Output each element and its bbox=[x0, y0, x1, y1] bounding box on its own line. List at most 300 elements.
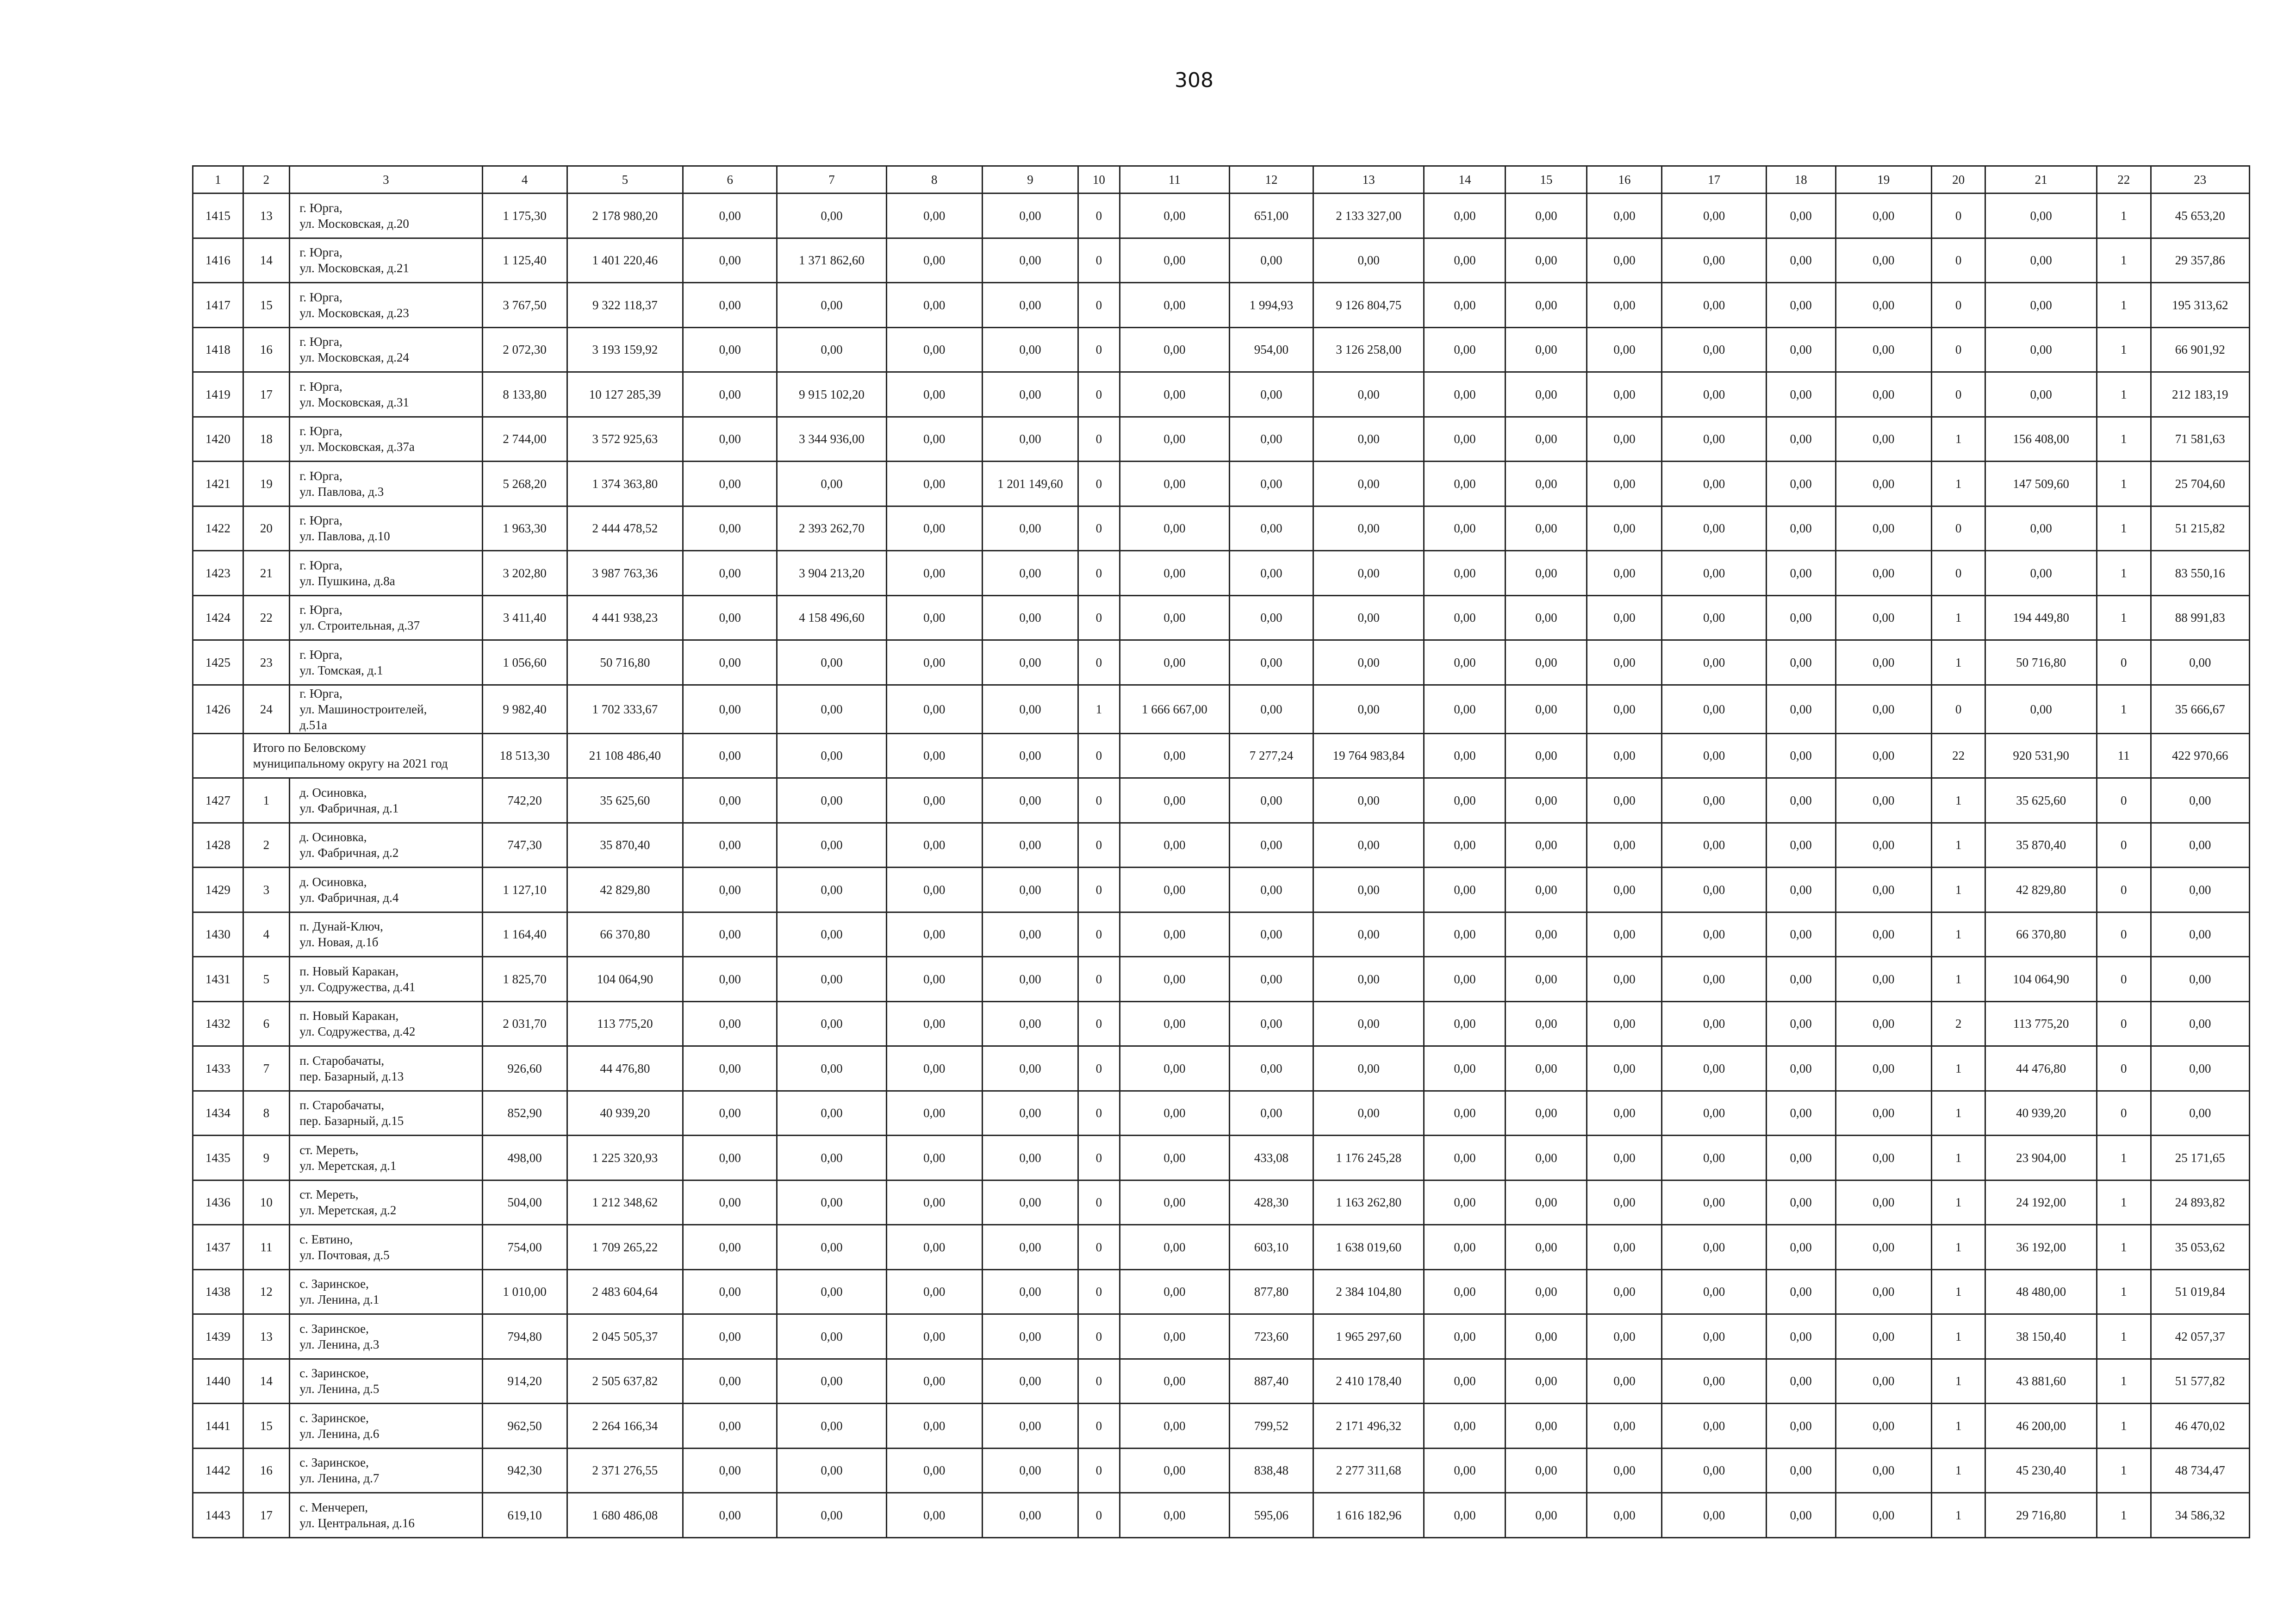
value-cell-col-14: 0,00 bbox=[1424, 1404, 1506, 1449]
value-cell-col-21: 0,00 bbox=[1985, 551, 2097, 596]
value-cell-col-6: 0,00 bbox=[683, 1404, 777, 1449]
table-row bbox=[193, 1404, 2250, 1449]
value-cell-col-20: 1 bbox=[1931, 1404, 1985, 1449]
row-index-cell: 15 bbox=[243, 283, 290, 328]
value-cell-col-16: 0,00 bbox=[1587, 685, 1662, 733]
table-row bbox=[193, 506, 2250, 551]
value-cell-col-16: 0,00 bbox=[1587, 1136, 1662, 1181]
value-cell-col-4: 1 010,00 bbox=[482, 1269, 567, 1314]
value-cell-col-11: 0,00 bbox=[1120, 595, 1229, 640]
value-cell-col-14: 0,00 bbox=[1424, 640, 1506, 685]
value-cell-col-12: 595,06 bbox=[1230, 1493, 1313, 1538]
value-cell-col-10: 0 bbox=[1078, 778, 1120, 823]
value-cell-col-9: 0,00 bbox=[982, 1359, 1078, 1404]
value-cell-col-18: 0,00 bbox=[1766, 1269, 1836, 1314]
value-cell-col-9: 0,00 bbox=[982, 1493, 1078, 1538]
value-cell-col-22: 1 bbox=[2097, 685, 2151, 733]
value-cell-col-9: 0,00 bbox=[982, 1136, 1078, 1181]
value-cell-col-12: 887,40 bbox=[1230, 1359, 1313, 1404]
value-cell-col-4: 926,60 bbox=[482, 1046, 567, 1091]
value-cell-col-7: 0,00 bbox=[777, 1359, 886, 1404]
value-cell-col-23: 29 357,86 bbox=[2151, 238, 2249, 283]
value-cell-col-20: 1 bbox=[1931, 1493, 1985, 1538]
value-cell-col-5: 2 444 478,52 bbox=[567, 506, 683, 551]
value-cell-col-9: 0,00 bbox=[982, 1180, 1078, 1225]
value-cell-col-11: 0,00 bbox=[1120, 912, 1229, 957]
value-cell-col-23: 0,00 bbox=[2151, 823, 2249, 868]
value-cell-col-17: 0,00 bbox=[1662, 595, 1766, 640]
value-cell-col-19: 0,00 bbox=[1836, 551, 1931, 596]
value-cell-col-22: 1 bbox=[2097, 417, 2151, 462]
value-cell-col-18: 0,00 bbox=[1766, 506, 1836, 551]
value-cell-col-21: 35 625,60 bbox=[1985, 778, 2097, 823]
value-cell-col-18: 0,00 bbox=[1766, 1091, 1836, 1136]
value-cell-col-12: 0,00 bbox=[1230, 823, 1313, 868]
value-cell-col-6: 0,00 bbox=[683, 1448, 777, 1493]
row-number-cell: 1418 bbox=[193, 327, 243, 372]
value-cell-col-6: 0,00 bbox=[683, 238, 777, 283]
value-cell-col-14: 0,00 bbox=[1424, 778, 1506, 823]
value-cell-col-10: 0 bbox=[1078, 551, 1120, 596]
table-row bbox=[193, 327, 2250, 372]
value-cell-col-14: 0,00 bbox=[1424, 1180, 1506, 1225]
value-cell-col-15: 0,00 bbox=[1506, 327, 1587, 372]
address-cell: г. Юрга, ул. Пушкина, д.8а bbox=[290, 551, 482, 596]
value-cell-col-21: 29 716,80 bbox=[1985, 1493, 2097, 1538]
value-cell-col-15: 0,00 bbox=[1506, 823, 1587, 868]
value-cell-col-22: 11 bbox=[2097, 733, 2151, 778]
value-cell-col-4: 914,20 bbox=[482, 1359, 567, 1404]
value-cell-col-4: 3 202,80 bbox=[482, 551, 567, 596]
value-cell-col-21: 920 531,90 bbox=[1985, 733, 2097, 778]
address-cell: д. Осиновка, ул. Фабричная, д.4 bbox=[290, 868, 482, 912]
row-index-cell: 8 bbox=[243, 1091, 290, 1136]
value-cell-col-17: 0,00 bbox=[1662, 194, 1766, 238]
value-cell-col-17: 0,00 bbox=[1662, 551, 1766, 596]
value-cell-col-21: 0,00 bbox=[1985, 506, 2097, 551]
value-cell-col-7: 1 371 862,60 bbox=[777, 238, 886, 283]
value-cell-col-4: 1 125,40 bbox=[482, 238, 567, 283]
value-cell-col-15: 0,00 bbox=[1506, 1269, 1587, 1314]
value-cell-col-4: 5 268,20 bbox=[482, 462, 567, 506]
value-cell-col-23: 88 991,83 bbox=[2151, 595, 2249, 640]
address-cell: г. Юрга, ул. Московская, д.21 bbox=[290, 238, 482, 283]
table-row bbox=[193, 640, 2250, 685]
value-cell-col-8: 0,00 bbox=[886, 462, 982, 506]
value-cell-col-5: 4 441 938,23 bbox=[567, 595, 683, 640]
row-index-cell: 1 bbox=[243, 778, 290, 823]
value-cell-col-11: 0,00 bbox=[1120, 462, 1229, 506]
value-cell-col-15: 0,00 bbox=[1506, 957, 1587, 1002]
value-cell-col-22: 1 bbox=[2097, 238, 2151, 283]
value-cell-col-5: 44 476,80 bbox=[567, 1046, 683, 1091]
value-cell-col-10: 0 bbox=[1078, 733, 1120, 778]
value-cell-col-23: 0,00 bbox=[2151, 957, 2249, 1002]
value-cell-col-15: 0,00 bbox=[1506, 1314, 1587, 1359]
table-row bbox=[193, 238, 2250, 283]
value-cell-col-6: 0,00 bbox=[683, 1359, 777, 1404]
header-row bbox=[193, 166, 2250, 194]
value-cell-col-6: 0,00 bbox=[683, 595, 777, 640]
value-cell-col-13: 0,00 bbox=[1313, 1091, 1424, 1136]
value-cell-col-22: 1 bbox=[2097, 1493, 2151, 1538]
row-number-cell: 1419 bbox=[193, 372, 243, 417]
value-cell-col-17: 0,00 bbox=[1662, 685, 1766, 733]
value-cell-col-22: 1 bbox=[2097, 1136, 2151, 1181]
row-index-cell: 10 bbox=[243, 1180, 290, 1225]
value-cell-col-9: 0,00 bbox=[982, 1404, 1078, 1449]
value-cell-col-6: 0,00 bbox=[683, 1001, 777, 1046]
value-cell-col-8: 0,00 bbox=[886, 283, 982, 328]
value-cell-col-4: 2 031,70 bbox=[482, 1001, 567, 1046]
value-cell-col-5: 2 505 637,82 bbox=[567, 1359, 683, 1404]
value-cell-col-9: 0,00 bbox=[982, 1448, 1078, 1493]
value-cell-col-15: 0,00 bbox=[1506, 733, 1587, 778]
address-cell: г. Юрга, ул. Машиностроителей, д.51а bbox=[290, 685, 482, 733]
value-cell-col-14: 0,00 bbox=[1424, 1269, 1506, 1314]
value-cell-col-22: 1 bbox=[2097, 506, 2151, 551]
value-cell-col-4: 619,10 bbox=[482, 1493, 567, 1538]
table-row bbox=[193, 1046, 2250, 1091]
value-cell-col-11: 0,00 bbox=[1120, 733, 1229, 778]
value-cell-col-11: 0,00 bbox=[1120, 194, 1229, 238]
value-cell-col-7: 4 158 496,60 bbox=[777, 595, 886, 640]
value-cell-col-10: 0 bbox=[1078, 372, 1120, 417]
value-cell-col-9: 0,00 bbox=[982, 1225, 1078, 1270]
value-cell-col-12: 7 277,24 bbox=[1230, 733, 1313, 778]
value-cell-col-15: 0,00 bbox=[1506, 640, 1587, 685]
column-header-19: 19 bbox=[1836, 166, 1931, 194]
value-cell-col-10: 0 bbox=[1078, 823, 1120, 868]
value-cell-col-9: 0,00 bbox=[982, 733, 1078, 778]
value-cell-col-22: 0 bbox=[2097, 823, 2151, 868]
value-cell-col-21: 104 064,90 bbox=[1985, 957, 2097, 1002]
value-cell-col-14: 0,00 bbox=[1424, 506, 1506, 551]
value-cell-col-15: 0,00 bbox=[1506, 1046, 1587, 1091]
value-cell-col-7: 0,00 bbox=[777, 1404, 886, 1449]
value-cell-col-5: 50 716,80 bbox=[567, 640, 683, 685]
value-cell-col-11: 0,00 bbox=[1120, 1180, 1229, 1225]
value-cell-col-23: 51 019,84 bbox=[2151, 1269, 2249, 1314]
value-cell-col-18: 0,00 bbox=[1766, 327, 1836, 372]
value-cell-col-17: 0,00 bbox=[1662, 462, 1766, 506]
value-cell-col-5: 2 178 980,20 bbox=[567, 194, 683, 238]
value-cell-col-19: 0,00 bbox=[1836, 778, 1931, 823]
row-index-cell: 22 bbox=[243, 595, 290, 640]
value-cell-col-11: 0,00 bbox=[1120, 417, 1229, 462]
value-cell-col-15: 0,00 bbox=[1506, 462, 1587, 506]
column-header-1: 1 bbox=[193, 166, 243, 194]
row-number-cell: 1437 bbox=[193, 1225, 243, 1270]
value-cell-col-19: 0,00 bbox=[1836, 823, 1931, 868]
value-cell-col-14: 0,00 bbox=[1424, 1091, 1506, 1136]
row-number-cell: 1439 bbox=[193, 1314, 243, 1359]
value-cell-col-19: 0,00 bbox=[1836, 1001, 1931, 1046]
value-cell-col-13: 2 410 178,40 bbox=[1313, 1359, 1424, 1404]
table-row bbox=[193, 1448, 2250, 1493]
table-row bbox=[193, 823, 2250, 868]
value-cell-col-20: 1 bbox=[1931, 957, 1985, 1002]
value-cell-col-6: 0,00 bbox=[683, 1180, 777, 1225]
value-cell-col-14: 0,00 bbox=[1424, 1001, 1506, 1046]
table-row bbox=[193, 595, 2250, 640]
value-cell-col-13: 1 965 297,60 bbox=[1313, 1314, 1424, 1359]
value-cell-col-8: 0,00 bbox=[886, 1136, 982, 1181]
value-cell-col-9: 0,00 bbox=[982, 640, 1078, 685]
row-index-cell: 21 bbox=[243, 551, 290, 596]
value-cell-col-9: 0,00 bbox=[982, 868, 1078, 912]
table-row bbox=[193, 778, 2250, 823]
value-cell-col-15: 0,00 bbox=[1506, 1493, 1587, 1538]
value-cell-col-16: 0,00 bbox=[1587, 1225, 1662, 1270]
row-number-cell: 1421 bbox=[193, 462, 243, 506]
table-row bbox=[193, 912, 2250, 957]
value-cell-col-13: 0,00 bbox=[1313, 823, 1424, 868]
value-cell-col-22: 1 bbox=[2097, 1180, 2151, 1225]
value-cell-col-5: 1 212 348,62 bbox=[567, 1180, 683, 1225]
value-cell-col-20: 0 bbox=[1931, 551, 1985, 596]
value-cell-col-14: 0,00 bbox=[1424, 1136, 1506, 1181]
value-cell-col-9: 0,00 bbox=[982, 1001, 1078, 1046]
value-cell-col-7: 0,00 bbox=[777, 1091, 886, 1136]
value-cell-col-22: 1 bbox=[2097, 372, 2151, 417]
value-cell-col-4: 18 513,30 bbox=[482, 733, 567, 778]
address-cell: г. Юрга, ул. Московская, д.20 bbox=[290, 194, 482, 238]
value-cell-col-7: 0,00 bbox=[777, 1001, 886, 1046]
value-cell-col-18: 0,00 bbox=[1766, 912, 1836, 957]
value-cell-col-13: 1 176 245,28 bbox=[1313, 1136, 1424, 1181]
value-cell-col-15: 0,00 bbox=[1506, 912, 1587, 957]
value-cell-col-16: 0,00 bbox=[1587, 823, 1662, 868]
value-cell-col-22: 0 bbox=[2097, 640, 2151, 685]
column-header-5: 5 bbox=[567, 166, 683, 194]
value-cell-col-11: 0,00 bbox=[1120, 1046, 1229, 1091]
value-cell-col-13: 0,00 bbox=[1313, 595, 1424, 640]
value-cell-col-6: 0,00 bbox=[683, 823, 777, 868]
value-cell-col-16: 0,00 bbox=[1587, 283, 1662, 328]
total-empty-cell bbox=[193, 733, 243, 778]
address-cell: г. Юрга, ул. Московская, д.37а bbox=[290, 417, 482, 462]
value-cell-col-22: 1 bbox=[2097, 1359, 2151, 1404]
table-row bbox=[193, 1225, 2250, 1270]
value-cell-col-8: 0,00 bbox=[886, 957, 982, 1002]
value-cell-col-18: 0,00 bbox=[1766, 238, 1836, 283]
value-cell-col-8: 0,00 bbox=[886, 551, 982, 596]
value-cell-col-21: 43 881,60 bbox=[1985, 1359, 2097, 1404]
value-cell-col-16: 0,00 bbox=[1587, 551, 1662, 596]
address-cell: ст. Мереть, ул. Меретская, д.2 bbox=[290, 1180, 482, 1225]
column-header-9: 9 bbox=[982, 166, 1078, 194]
value-cell-col-6: 0,00 bbox=[683, 778, 777, 823]
value-cell-col-12: 954,00 bbox=[1230, 327, 1313, 372]
value-cell-col-13: 0,00 bbox=[1313, 372, 1424, 417]
value-cell-col-20: 1 bbox=[1931, 912, 1985, 957]
value-cell-col-8: 0,00 bbox=[886, 194, 982, 238]
value-cell-col-14: 0,00 bbox=[1424, 912, 1506, 957]
value-cell-col-15: 0,00 bbox=[1506, 194, 1587, 238]
value-cell-col-4: 8 133,80 bbox=[482, 372, 567, 417]
value-cell-col-9: 0,00 bbox=[982, 912, 1078, 957]
value-cell-col-11: 0,00 bbox=[1120, 1404, 1229, 1449]
table-row bbox=[193, 868, 2250, 912]
row-index-cell: 20 bbox=[243, 506, 290, 551]
value-cell-col-20: 0 bbox=[1931, 283, 1985, 328]
address-cell: с. Заринское, ул. Ленина, д.7 bbox=[290, 1448, 482, 1493]
value-cell-col-21: 48 480,00 bbox=[1985, 1269, 2097, 1314]
value-cell-col-19: 0,00 bbox=[1836, 912, 1931, 957]
value-cell-col-10: 0 bbox=[1078, 506, 1120, 551]
value-cell-col-8: 0,00 bbox=[886, 868, 982, 912]
value-cell-col-20: 1 bbox=[1931, 1359, 1985, 1404]
value-cell-col-8: 0,00 bbox=[886, 685, 982, 733]
value-cell-col-19: 0,00 bbox=[1836, 957, 1931, 1002]
value-cell-col-5: 2 045 505,37 bbox=[567, 1314, 683, 1359]
address-cell: г. Юрга, ул. Строительная, д.37 bbox=[290, 595, 482, 640]
value-cell-col-10: 0 bbox=[1078, 1404, 1120, 1449]
value-cell-col-4: 1 825,70 bbox=[482, 957, 567, 1002]
value-cell-col-20: 1 bbox=[1931, 868, 1985, 912]
value-cell-col-6: 0,00 bbox=[683, 733, 777, 778]
address-cell: г. Юрга, ул. Павлова, д.3 bbox=[290, 462, 482, 506]
value-cell-col-7: 9 915 102,20 bbox=[777, 372, 886, 417]
value-cell-col-20: 1 bbox=[1931, 1269, 1985, 1314]
value-cell-col-9: 0,00 bbox=[982, 1091, 1078, 1136]
value-cell-col-22: 1 bbox=[2097, 462, 2151, 506]
value-cell-col-5: 66 370,80 bbox=[567, 912, 683, 957]
row-index-cell: 14 bbox=[243, 238, 290, 283]
value-cell-col-9: 0,00 bbox=[982, 823, 1078, 868]
value-cell-col-10: 0 bbox=[1078, 1180, 1120, 1225]
value-cell-col-17: 0,00 bbox=[1662, 733, 1766, 778]
value-cell-col-20: 0 bbox=[1931, 685, 1985, 733]
value-cell-col-18: 0,00 bbox=[1766, 372, 1836, 417]
value-cell-col-22: 0 bbox=[2097, 1001, 2151, 1046]
value-cell-col-13: 1 163 262,80 bbox=[1313, 1180, 1424, 1225]
column-header-2: 2 bbox=[243, 166, 290, 194]
value-cell-col-4: 3 767,50 bbox=[482, 283, 567, 328]
value-cell-col-9: 0,00 bbox=[982, 595, 1078, 640]
value-cell-col-13: 0,00 bbox=[1313, 912, 1424, 957]
value-cell-col-15: 0,00 bbox=[1506, 595, 1587, 640]
value-cell-col-21: 42 829,80 bbox=[1985, 868, 2097, 912]
value-cell-col-19: 0,00 bbox=[1836, 685, 1931, 733]
value-cell-col-16: 0,00 bbox=[1587, 1046, 1662, 1091]
value-cell-col-21: 0,00 bbox=[1985, 372, 2097, 417]
value-cell-col-19: 0,00 bbox=[1836, 1448, 1931, 1493]
value-cell-col-22: 0 bbox=[2097, 1046, 2151, 1091]
value-cell-col-12: 0,00 bbox=[1230, 1046, 1313, 1091]
value-cell-col-11: 0,00 bbox=[1120, 778, 1229, 823]
value-cell-col-4: 2 072,30 bbox=[482, 327, 567, 372]
row-index-cell: 11 bbox=[243, 1225, 290, 1270]
value-cell-col-17: 0,00 bbox=[1662, 912, 1766, 957]
address-cell: п. Новый Каракан, ул. Содружества, д.41 bbox=[290, 957, 482, 1002]
column-header-18: 18 bbox=[1766, 166, 1836, 194]
value-cell-col-11: 1 666 667,00 bbox=[1120, 685, 1229, 733]
value-cell-col-10: 0 bbox=[1078, 238, 1120, 283]
value-cell-col-21: 46 200,00 bbox=[1985, 1404, 2097, 1449]
value-cell-col-23: 0,00 bbox=[2151, 1001, 2249, 1046]
row-number-cell: 1435 bbox=[193, 1136, 243, 1181]
value-cell-col-15: 0,00 bbox=[1506, 1136, 1587, 1181]
value-cell-col-11: 0,00 bbox=[1120, 238, 1229, 283]
row-number-cell: 1426 bbox=[193, 685, 243, 733]
column-header-22: 22 bbox=[2097, 166, 2151, 194]
address-cell: с. Заринское, ул. Ленина, д.3 bbox=[290, 1314, 482, 1359]
value-cell-col-4: 1 056,60 bbox=[482, 640, 567, 685]
row-number-cell: 1436 bbox=[193, 1180, 243, 1225]
value-cell-col-7: 0,00 bbox=[777, 912, 886, 957]
value-cell-col-19: 0,00 bbox=[1836, 640, 1931, 685]
value-cell-col-6: 0,00 bbox=[683, 1225, 777, 1270]
row-number-cell: 1441 bbox=[193, 1404, 243, 1449]
value-cell-col-16: 0,00 bbox=[1587, 868, 1662, 912]
value-cell-col-6: 0,00 bbox=[683, 912, 777, 957]
value-cell-col-18: 0,00 bbox=[1766, 1314, 1836, 1359]
row-number-cell: 1434 bbox=[193, 1091, 243, 1136]
value-cell-col-20: 0 bbox=[1931, 327, 1985, 372]
value-cell-col-10: 0 bbox=[1078, 868, 1120, 912]
value-cell-col-17: 0,00 bbox=[1662, 372, 1766, 417]
row-index-cell: 7 bbox=[243, 1046, 290, 1091]
value-cell-col-14: 0,00 bbox=[1424, 551, 1506, 596]
address-cell: п. Старобачаты, пер. Базарный, д.13 bbox=[290, 1046, 482, 1091]
value-cell-col-6: 0,00 bbox=[683, 1046, 777, 1091]
row-index-cell: 17 bbox=[243, 372, 290, 417]
value-cell-col-18: 0,00 bbox=[1766, 1180, 1836, 1225]
value-cell-col-8: 0,00 bbox=[886, 1448, 982, 1493]
value-cell-col-14: 0,00 bbox=[1424, 595, 1506, 640]
value-cell-col-13: 0,00 bbox=[1313, 506, 1424, 551]
value-cell-col-19: 0,00 bbox=[1836, 595, 1931, 640]
value-cell-col-22: 1 bbox=[2097, 1404, 2151, 1449]
value-cell-col-12: 877,80 bbox=[1230, 1269, 1313, 1314]
row-number-cell: 1440 bbox=[193, 1359, 243, 1404]
value-cell-col-5: 10 127 285,39 bbox=[567, 372, 683, 417]
value-cell-col-20: 1 bbox=[1931, 1046, 1985, 1091]
value-cell-col-15: 0,00 bbox=[1506, 868, 1587, 912]
value-cell-col-7: 0,00 bbox=[777, 1448, 886, 1493]
value-cell-col-18: 0,00 bbox=[1766, 868, 1836, 912]
value-cell-col-14: 0,00 bbox=[1424, 733, 1506, 778]
value-cell-col-18: 0,00 bbox=[1766, 1404, 1836, 1449]
table-row bbox=[193, 1091, 2250, 1136]
value-cell-col-15: 0,00 bbox=[1506, 238, 1587, 283]
value-cell-col-5: 21 108 486,40 bbox=[567, 733, 683, 778]
value-cell-col-13: 3 126 258,00 bbox=[1313, 327, 1424, 372]
value-cell-col-17: 0,00 bbox=[1662, 778, 1766, 823]
value-cell-col-11: 0,00 bbox=[1120, 1493, 1229, 1538]
value-cell-col-14: 0,00 bbox=[1424, 1493, 1506, 1538]
value-cell-col-14: 0,00 bbox=[1424, 1359, 1506, 1404]
address-cell: ст. Мереть, ул. Меретская, д.1 bbox=[290, 1136, 482, 1181]
value-cell-col-18: 0,00 bbox=[1766, 551, 1836, 596]
table-row bbox=[193, 1493, 2250, 1538]
row-number-cell: 1428 bbox=[193, 823, 243, 868]
value-cell-col-14: 0,00 bbox=[1424, 462, 1506, 506]
value-cell-col-12: 0,00 bbox=[1230, 957, 1313, 1002]
value-cell-col-15: 0,00 bbox=[1506, 417, 1587, 462]
row-index-cell: 5 bbox=[243, 957, 290, 1002]
column-header-8: 8 bbox=[886, 166, 982, 194]
value-cell-col-10: 0 bbox=[1078, 417, 1120, 462]
value-cell-col-5: 35 625,60 bbox=[567, 778, 683, 823]
value-cell-col-16: 0,00 bbox=[1587, 733, 1662, 778]
page-number: 308 bbox=[1175, 69, 1213, 92]
row-index-cell: 18 bbox=[243, 417, 290, 462]
value-cell-col-21: 24 192,00 bbox=[1985, 1180, 2097, 1225]
value-cell-col-14: 0,00 bbox=[1424, 1448, 1506, 1493]
